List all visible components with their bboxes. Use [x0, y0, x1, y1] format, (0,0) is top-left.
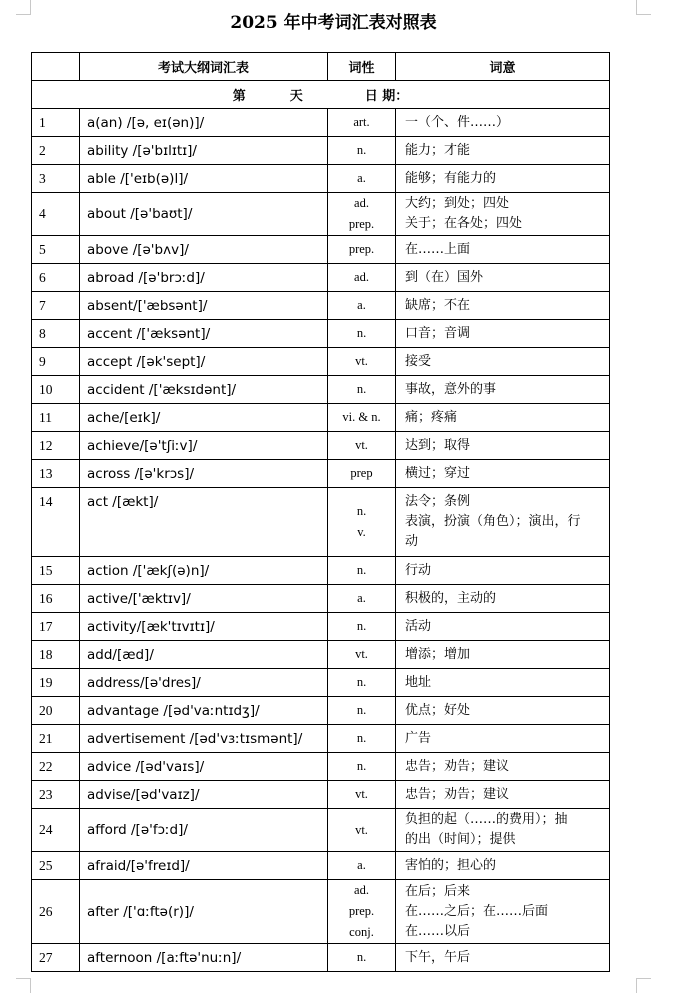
- header-number-cell: [32, 53, 80, 81]
- row-meaning: [396, 109, 610, 137]
- row-number: 24: [32, 809, 80, 852]
- pos-line: vt.: [355, 787, 368, 801]
- row-meaning: [396, 669, 610, 697]
- row-meaning: [396, 613, 610, 641]
- table-row: [32, 193, 610, 236]
- row-meaning: [396, 376, 610, 404]
- pos-line: prep.: [348, 242, 375, 256]
- row-word: afford /[ə'fɔːd]/: [80, 809, 328, 852]
- day-label-date: 日 期：: [364, 89, 409, 104]
- row-word: absent/['æbsənt]/: [80, 292, 328, 320]
- row-number: 8: [32, 320, 80, 348]
- table-row: [32, 880, 610, 944]
- meaning-line: 事故，意外的事: [405, 381, 497, 397]
- table-row: [32, 236, 610, 264]
- meaning-line: 能够；有能力的: [405, 170, 497, 186]
- row-word: advantage /[əd'vaːntɪdʒ]/: [80, 697, 328, 725]
- table-row: [32, 641, 610, 669]
- pos-line: n.: [356, 759, 367, 773]
- table-row: [32, 944, 610, 972]
- row-number: 2: [32, 137, 80, 165]
- meaning-line: 行动: [405, 562, 432, 578]
- pos-line: n.: [356, 326, 367, 340]
- row-part-of-speech: [328, 404, 396, 432]
- meaning-line: 增添；增加: [405, 646, 471, 662]
- table-row: [32, 165, 610, 193]
- row-part-of-speech: [328, 669, 396, 697]
- row-part-of-speech: [328, 292, 396, 320]
- pos-line: art.: [353, 115, 370, 129]
- row-word: after /['ɑːftə(r)]/: [80, 880, 328, 944]
- row-meaning: [396, 725, 610, 753]
- row-part-of-speech: [328, 725, 396, 753]
- row-meaning: [396, 944, 610, 972]
- pos-line: vt.: [355, 647, 368, 661]
- row-number: 22: [32, 753, 80, 781]
- pos-line: prep.: [348, 217, 375, 231]
- pos-line: vi. & n.: [342, 410, 381, 424]
- pos-line: v.: [357, 525, 366, 539]
- pos-line: n.: [356, 563, 367, 577]
- row-word: accident /['æksɪdənt]/: [80, 376, 328, 404]
- meaning-line: 痛；疼痛: [405, 409, 458, 425]
- row-word: advice /[əd'vaɪs]/: [80, 753, 328, 781]
- row-word: afternoon /[aːftə'nuːn]/: [80, 944, 328, 972]
- meaning-line: 忠告；劝告；建议: [405, 786, 510, 802]
- row-number: 23: [32, 781, 80, 809]
- table-row: [32, 320, 610, 348]
- row-meaning: [396, 137, 610, 165]
- row-part-of-speech: [328, 320, 396, 348]
- row-part-of-speech: [328, 432, 396, 460]
- meaning-line: 广告: [405, 730, 432, 746]
- table-row: [32, 809, 610, 852]
- row-meaning: [396, 852, 610, 880]
- table-row: [32, 404, 610, 432]
- pos-line: n.: [356, 504, 367, 518]
- row-part-of-speech: [328, 585, 396, 613]
- meaning-line: 优点；好处: [405, 702, 471, 718]
- row-meaning: [396, 236, 610, 264]
- pos-line: ad.: [354, 196, 369, 210]
- row-number: 6: [32, 264, 80, 292]
- row-part-of-speech: [328, 264, 396, 292]
- row-number: 19: [32, 669, 80, 697]
- row-meaning: [396, 809, 610, 852]
- row-number: 13: [32, 460, 80, 488]
- table-row: [32, 432, 610, 460]
- row-part-of-speech: [328, 753, 396, 781]
- row-meaning: [396, 781, 610, 809]
- meaning-line: 能力；才能: [405, 142, 471, 158]
- table-row: [32, 292, 610, 320]
- meaning-line: 在后；后来: [405, 883, 471, 899]
- meaning-line: 大约；到处；四处: [405, 196, 510, 211]
- meaning-line: 法令；条例: [405, 494, 471, 509]
- pos-line: ad.: [354, 883, 369, 897]
- day-cell: [32, 81, 610, 109]
- row-part-of-speech: [328, 809, 396, 852]
- table-row: [32, 613, 610, 641]
- table-row: [32, 852, 610, 880]
- meaning-line: 在……以后: [405, 923, 471, 939]
- pos-line: a.: [357, 171, 366, 185]
- row-number: 16: [32, 585, 80, 613]
- row-meaning: [396, 488, 610, 557]
- crop-mark-bottom-left: [16, 978, 31, 993]
- row-number: 4: [32, 193, 80, 236]
- meaning-line: 忠告；劝告；建议: [405, 758, 510, 774]
- meaning-line: 横过；穿过: [405, 465, 471, 481]
- pos-line: conj.: [349, 925, 374, 939]
- row-number: 14: [32, 488, 80, 557]
- table-row: [32, 348, 610, 376]
- table-header-row: [32, 53, 610, 81]
- row-number: 9: [32, 348, 80, 376]
- row-word: active/['æktɪv]/: [80, 585, 328, 613]
- row-number: 7: [32, 292, 80, 320]
- table-row: [32, 557, 610, 585]
- row-word: advertisement /[əd'vɜːtɪsmənt]/: [80, 725, 328, 753]
- pos-line: prep.: [348, 904, 375, 918]
- row-part-of-speech: [328, 488, 396, 557]
- meaning-line: 害怕的；担心的: [405, 857, 497, 873]
- pos-line: prep: [350, 466, 373, 480]
- row-word: advise/[əd'vaɪz]/: [80, 781, 328, 809]
- row-meaning: [396, 320, 610, 348]
- row-part-of-speech: [328, 944, 396, 972]
- row-meaning: [396, 193, 610, 236]
- row-part-of-speech: [328, 109, 396, 137]
- row-part-of-speech: [328, 137, 396, 165]
- row-part-of-speech: [328, 781, 396, 809]
- pos-line: n.: [356, 619, 367, 633]
- header-pos-cell: 词性: [328, 53, 396, 81]
- pos-line: n.: [356, 675, 367, 689]
- row-number: 11: [32, 404, 80, 432]
- meaning-line: 活动: [405, 618, 432, 634]
- meaning-line: 在……之后；在……后面: [405, 903, 549, 919]
- row-number: 20: [32, 697, 80, 725]
- crop-mark-bottom-right: [636, 978, 651, 993]
- row-part-of-speech: [328, 852, 396, 880]
- row-word: act /[ækt]/: [80, 488, 328, 557]
- row-word: achieve/[ə'tʃiːv]/: [80, 432, 328, 460]
- table-row: [32, 753, 610, 781]
- row-number: 5: [32, 236, 80, 264]
- meaning-line: 在……上面: [405, 241, 471, 257]
- row-number: 17: [32, 613, 80, 641]
- row-number: 15: [32, 557, 80, 585]
- row-meaning: [396, 348, 610, 376]
- row-part-of-speech: [328, 236, 396, 264]
- row-number: 25: [32, 852, 80, 880]
- table-row: [32, 669, 610, 697]
- pos-line: vt.: [355, 822, 368, 837]
- row-meaning: [396, 165, 610, 193]
- row-part-of-speech: [328, 613, 396, 641]
- row-meaning: [396, 753, 610, 781]
- row-meaning: [396, 292, 610, 320]
- pos-line: n.: [356, 731, 367, 745]
- day-row: [32, 81, 610, 109]
- row-meaning: [396, 557, 610, 585]
- meaning-line: 达到；取得: [405, 437, 471, 453]
- pos-line: a.: [357, 858, 366, 872]
- meaning-line: 到（在）国外: [405, 269, 484, 285]
- header-meaning-cell: 词意: [396, 53, 610, 81]
- table-row: [32, 781, 610, 809]
- row-word: across /[ə'krɔs]/: [80, 460, 328, 488]
- table-row: [32, 697, 610, 725]
- day-label-tian: 天: [289, 89, 303, 104]
- table-row: [32, 376, 610, 404]
- row-number: 21: [32, 725, 80, 753]
- row-word: a(an) /[ə, eɪ(ən)]/: [80, 109, 328, 137]
- page-title: 2025 年中考词汇表对照表: [230, 13, 437, 33]
- meaning-line: 口音；音调: [405, 325, 471, 341]
- row-number: 26: [32, 880, 80, 944]
- pos-line: n.: [356, 143, 367, 157]
- meaning-line: 负担的起（……的费用）；抽: [405, 812, 568, 827]
- row-part-of-speech: [328, 165, 396, 193]
- meaning-line: 下午，午后: [405, 949, 471, 965]
- row-word: add/[æd]/: [80, 641, 328, 669]
- row-meaning: [396, 460, 610, 488]
- meaning-line: 一（个、件……）: [405, 114, 510, 130]
- row-meaning: [396, 585, 610, 613]
- table-row: [32, 264, 610, 292]
- row-number: 10: [32, 376, 80, 404]
- pos-line: n.: [356, 703, 367, 717]
- pos-line: vt.: [355, 438, 368, 452]
- header-word-cell: 考试大纲词汇表: [80, 53, 328, 81]
- meaning-line: 关于；在各处；四处: [405, 216, 523, 231]
- row-part-of-speech: [328, 880, 396, 944]
- table-row: [32, 460, 610, 488]
- pos-line: a.: [357, 591, 366, 605]
- row-meaning: [396, 880, 610, 944]
- row-part-of-speech: [328, 460, 396, 488]
- table-row: [32, 725, 610, 753]
- row-word: accent /['æksənt]/: [80, 320, 328, 348]
- meaning-line: 接受: [405, 353, 432, 369]
- row-word: able /['eɪb(ə)l]/: [80, 165, 328, 193]
- table-row: [32, 137, 610, 165]
- row-word: address/[ə'dres]/: [80, 669, 328, 697]
- pos-line: n.: [356, 950, 367, 964]
- row-meaning: [396, 432, 610, 460]
- row-meaning: [396, 641, 610, 669]
- table-row: [32, 585, 610, 613]
- table-row: [32, 109, 610, 137]
- row-part-of-speech: [328, 348, 396, 376]
- row-word: activity/[æk'tɪvɪtɪ]/: [80, 613, 328, 641]
- row-word: afraid/[ə'freɪd]/: [80, 852, 328, 880]
- row-word: above /[ə'bʌv]/: [80, 236, 328, 264]
- row-word: abroad /[ə'brɔːd]/: [80, 264, 328, 292]
- vocabulary-table: [31, 52, 610, 972]
- meaning-line: 地址: [405, 674, 432, 690]
- row-word: ache/[eɪk]/: [80, 404, 328, 432]
- row-number: 18: [32, 641, 80, 669]
- table-row: [32, 488, 610, 557]
- row-number: 1: [32, 109, 80, 137]
- row-part-of-speech: [328, 193, 396, 236]
- meaning-line: 缺席；不在: [405, 297, 471, 313]
- row-part-of-speech: [328, 557, 396, 585]
- row-meaning: [396, 264, 610, 292]
- day-label-di: 第: [232, 89, 246, 104]
- row-word: about /[ə'baʊt]/: [80, 193, 328, 236]
- row-meaning: [396, 697, 610, 725]
- row-word: ability /[ə'bɪlɪtɪ]/: [80, 137, 328, 165]
- pos-line: vt.: [355, 354, 368, 368]
- meaning-line: 动: [405, 534, 419, 549]
- meaning-line: 表演，扮演（角色）；演出，行: [405, 514, 581, 529]
- row-part-of-speech: [328, 376, 396, 404]
- row-word: accept /[ək'sept]/: [80, 348, 328, 376]
- row-number: 12: [32, 432, 80, 460]
- pos-line: ad.: [354, 270, 369, 284]
- row-part-of-speech: [328, 697, 396, 725]
- pos-line: n.: [356, 382, 367, 396]
- meaning-line: 积极的，主动的: [405, 590, 497, 606]
- pos-line: a.: [357, 298, 366, 312]
- meaning-line: 的出（时间）；提供: [405, 832, 516, 847]
- row-meaning: [396, 404, 610, 432]
- row-word: action /['ækʃ(ə)n]/: [80, 557, 328, 585]
- row-part-of-speech: [328, 641, 396, 669]
- row-number: 3: [32, 165, 80, 193]
- row-number: 27: [32, 944, 80, 972]
